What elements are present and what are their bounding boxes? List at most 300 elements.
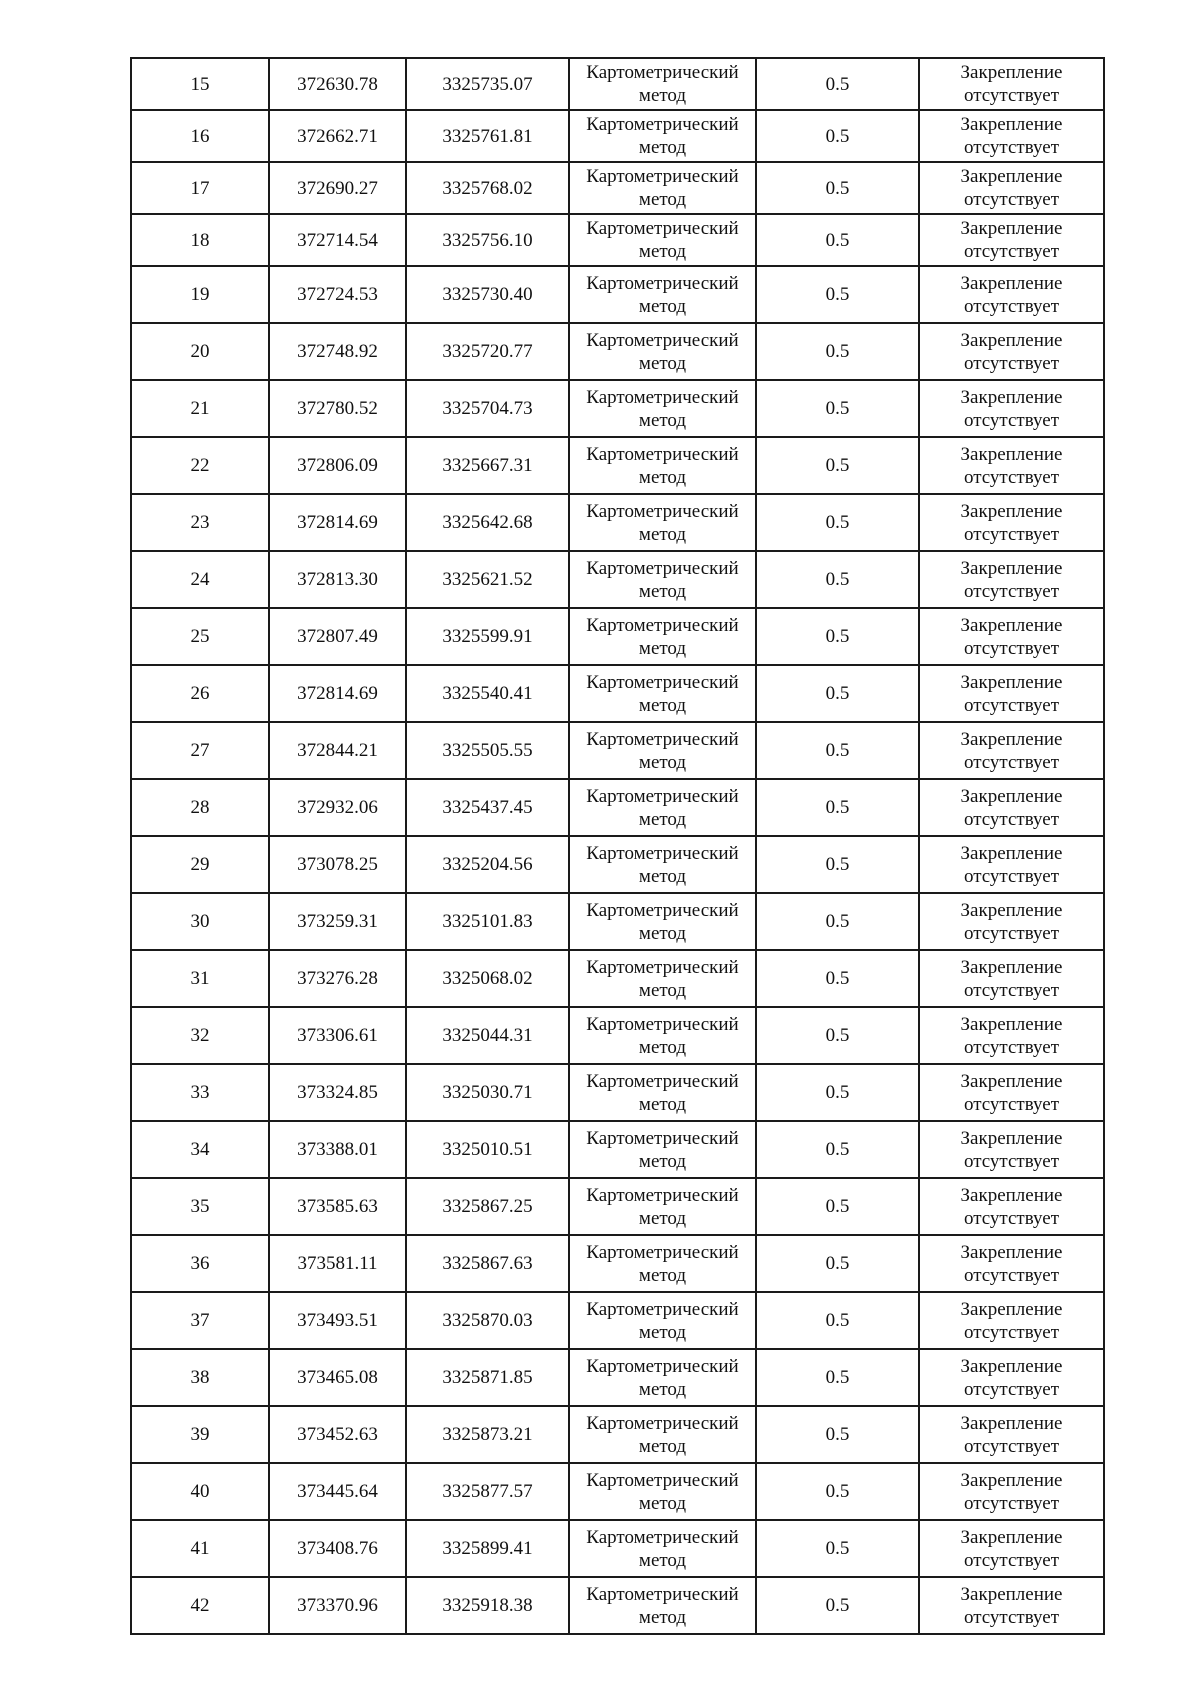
fixing-cell-line: Закрепление [960, 1583, 1063, 1605]
fixing-cell-line: отсутствует [963, 694, 1060, 716]
point-number-cell: 23 [131, 494, 269, 551]
method-cell-line: метод [638, 580, 687, 602]
fixing-cell-line: отсутствует [963, 466, 1060, 488]
accuracy-cell: 0.5 [756, 162, 919, 214]
point-number-cell: 22 [131, 437, 269, 494]
method-cell [569, 1463, 756, 1520]
y-coordinate-cell: 3325642.68 [406, 494, 569, 551]
method-cell-line: метод [638, 85, 687, 106]
x-coordinate-cell: 372662.71 [269, 110, 406, 162]
accuracy-cell: 0.5 [756, 836, 919, 893]
table-row [131, 608, 1104, 665]
method-cell-line: метод [638, 1606, 687, 1628]
method-cell-line: Картометрический [586, 1013, 739, 1035]
table-row [131, 1406, 1104, 1463]
fixing-cell-line: отсутствует [963, 295, 1060, 317]
fixing-cell [919, 950, 1104, 1007]
accuracy-cell: 0.5 [756, 58, 919, 110]
method-cell-line: Картометрический [586, 1184, 739, 1206]
point-number-cell: 30 [131, 893, 269, 950]
method-cell-line: метод [638, 1264, 687, 1286]
y-coordinate-cell: 3325204.56 [406, 836, 569, 893]
method-cell-line: Картометрический [586, 500, 739, 522]
table-row [131, 214, 1104, 266]
fixing-cell-line: отсутствует [963, 1549, 1060, 1571]
method-cell-line: Картометрический [586, 1412, 739, 1434]
point-number-cell: 42 [131, 1577, 269, 1634]
method-cell [569, 779, 756, 836]
fixing-cell-line: отсутствует [963, 1150, 1060, 1172]
method-cell [569, 836, 756, 893]
table-row [131, 437, 1104, 494]
fixing-cell-line: отсутствует [963, 1492, 1060, 1514]
accuracy-cell: 0.5 [756, 1235, 919, 1292]
fixing-cell-line: Закрепление [960, 114, 1063, 135]
method-cell [569, 214, 756, 266]
method-cell [569, 1349, 756, 1406]
table-row [131, 1064, 1104, 1121]
method-cell-line: метод [638, 1150, 687, 1172]
fixing-cell-line: отсутствует [963, 1435, 1060, 1457]
table-row [131, 1292, 1104, 1349]
fixing-cell-line: Закрепление [960, 1526, 1063, 1548]
point-number-cell: 27 [131, 722, 269, 779]
method-cell [569, 1577, 756, 1634]
fixing-cell [919, 779, 1104, 836]
y-coordinate-cell: 3325761.81 [406, 110, 569, 162]
accuracy-cell: 0.5 [756, 722, 919, 779]
fixing-cell-line: отсутствует [963, 979, 1060, 1001]
fixing-cell-line: отсутствует [963, 85, 1060, 106]
fixing-cell-line: Закрепление [960, 500, 1063, 522]
method-cell [569, 494, 756, 551]
y-coordinate-cell: 3325867.25 [406, 1178, 569, 1235]
point-number-cell: 17 [131, 162, 269, 214]
point-number-cell: 33 [131, 1064, 269, 1121]
method-cell-line: метод [638, 352, 687, 374]
table-row [131, 494, 1104, 551]
method-cell-line: метод [638, 637, 687, 659]
y-coordinate-cell: 3325877.57 [406, 1463, 569, 1520]
point-number-cell: 28 [131, 779, 269, 836]
table-row [131, 1463, 1104, 1520]
fixing-cell [919, 1064, 1104, 1121]
fixing-cell-line: отсутствует [963, 241, 1060, 262]
table-row [131, 779, 1104, 836]
method-cell [569, 1007, 756, 1064]
y-coordinate-cell: 3325599.91 [406, 608, 569, 665]
method-cell-line: метод [638, 1492, 687, 1514]
fixing-cell [919, 1292, 1104, 1349]
method-cell-line: Картометрический [586, 728, 739, 750]
method-cell [569, 58, 756, 110]
x-coordinate-cell: 372807.49 [269, 608, 406, 665]
accuracy-cell: 0.5 [756, 1121, 919, 1178]
accuracy-cell: 0.5 [756, 1463, 919, 1520]
accuracy-cell: 0.5 [756, 1349, 919, 1406]
method-cell-line: Картометрический [586, 557, 739, 579]
accuracy-cell: 0.5 [756, 1406, 919, 1463]
accuracy-cell: 0.5 [756, 665, 919, 722]
method-cell-line: Картометрический [586, 899, 739, 921]
table-row [131, 665, 1104, 722]
method-cell-line: Картометрический [586, 166, 739, 187]
fixing-cell [919, 665, 1104, 722]
point-number-cell: 35 [131, 1178, 269, 1235]
y-coordinate-cell: 3325505.55 [406, 722, 569, 779]
method-cell-line: Картометрический [586, 785, 739, 807]
fixing-cell-line: отсутствует [963, 580, 1060, 602]
point-number-cell: 16 [131, 110, 269, 162]
fixing-cell [919, 1520, 1104, 1577]
y-coordinate-cell: 3325010.51 [406, 1121, 569, 1178]
accuracy-cell: 0.5 [756, 494, 919, 551]
y-coordinate-cell: 3325756.10 [406, 214, 569, 266]
x-coordinate-cell: 373581.11 [269, 1235, 406, 1292]
point-number-cell: 20 [131, 323, 269, 380]
fixing-cell [919, 1406, 1104, 1463]
table-body [131, 58, 1104, 1634]
method-cell-line: метод [638, 1435, 687, 1457]
fixing-cell [919, 494, 1104, 551]
y-coordinate-cell: 3325918.38 [406, 1577, 569, 1634]
method-cell-line: метод [638, 1378, 687, 1400]
x-coordinate-cell: 373408.76 [269, 1520, 406, 1577]
fixing-cell-line: отсутствует [963, 1264, 1060, 1286]
fixing-cell [919, 437, 1104, 494]
method-cell-line: метод [638, 865, 687, 887]
table-row [131, 836, 1104, 893]
fixing-cell-line: Закрепление [960, 62, 1063, 83]
fixing-cell-line: отсутствует [963, 808, 1060, 830]
y-coordinate-cell: 3325667.31 [406, 437, 569, 494]
x-coordinate-cell: 373585.63 [269, 1178, 406, 1235]
point-number-cell: 24 [131, 551, 269, 608]
y-coordinate-cell: 3325621.52 [406, 551, 569, 608]
x-coordinate-cell: 372806.09 [269, 437, 406, 494]
accuracy-cell: 0.5 [756, 266, 919, 323]
point-number-cell: 18 [131, 214, 269, 266]
fixing-cell [919, 1121, 1104, 1178]
fixing-cell-line: отсутствует [963, 637, 1060, 659]
accuracy-cell: 0.5 [756, 1178, 919, 1235]
y-coordinate-cell: 3325873.21 [406, 1406, 569, 1463]
method-cell-line: Картометрический [586, 386, 739, 408]
x-coordinate-cell: 373259.31 [269, 893, 406, 950]
table-row [131, 323, 1104, 380]
table-row [131, 266, 1104, 323]
method-cell-line: Картометрический [586, 1526, 739, 1548]
accuracy-cell: 0.5 [756, 214, 919, 266]
table-row [131, 380, 1104, 437]
method-cell [569, 1121, 756, 1178]
y-coordinate-cell: 3325730.40 [406, 266, 569, 323]
table-row [131, 110, 1104, 162]
method-cell-line: Картометрический [586, 114, 739, 135]
x-coordinate-cell: 372814.69 [269, 494, 406, 551]
method-cell-line: метод [638, 1321, 687, 1343]
accuracy-cell: 0.5 [756, 950, 919, 1007]
fixing-cell-line: Закрепление [960, 443, 1063, 465]
point-number-cell: 32 [131, 1007, 269, 1064]
x-coordinate-cell: 373452.63 [269, 1406, 406, 1463]
fixing-cell [919, 551, 1104, 608]
method-cell-line: Картометрический [586, 62, 739, 83]
method-cell [569, 1520, 756, 1577]
coordinates-table [130, 57, 1105, 1635]
point-number-cell: 38 [131, 1349, 269, 1406]
x-coordinate-cell: 372690.27 [269, 162, 406, 214]
y-coordinate-cell: 3325871.85 [406, 1349, 569, 1406]
accuracy-cell: 0.5 [756, 551, 919, 608]
table-row [131, 950, 1104, 1007]
method-cell [569, 950, 756, 1007]
x-coordinate-cell: 373306.61 [269, 1007, 406, 1064]
method-cell [569, 110, 756, 162]
fixing-cell-line: отсутствует [963, 865, 1060, 887]
method-cell-line: Картометрический [586, 1127, 739, 1149]
table-row [131, 162, 1104, 214]
method-cell-line: метод [638, 1093, 687, 1115]
fixing-cell-line: Закрепление [960, 557, 1063, 579]
method-cell-line: Картометрический [586, 671, 739, 693]
fixing-cell-line: Закрепление [960, 329, 1063, 351]
method-cell-line: метод [638, 922, 687, 944]
method-cell [569, 162, 756, 214]
fixing-cell [919, 380, 1104, 437]
method-cell-line: Картометрический [586, 1469, 739, 1491]
table-row [131, 1349, 1104, 1406]
method-cell-line: Картометрический [586, 443, 739, 465]
method-cell-line: метод [638, 189, 687, 210]
fixing-cell-line: Закрепление [960, 785, 1063, 807]
method-cell-line: Картометрический [586, 272, 739, 294]
x-coordinate-cell: 372844.21 [269, 722, 406, 779]
method-cell [569, 722, 756, 779]
fixing-cell-line: Закрепление [960, 1355, 1063, 1377]
accuracy-cell: 0.5 [756, 1064, 919, 1121]
accuracy-cell: 0.5 [756, 608, 919, 665]
fixing-cell [919, 162, 1104, 214]
x-coordinate-cell: 373276.28 [269, 950, 406, 1007]
method-cell [569, 893, 756, 950]
point-number-cell: 19 [131, 266, 269, 323]
table-row [131, 551, 1104, 608]
y-coordinate-cell: 3325044.31 [406, 1007, 569, 1064]
method-cell [569, 1292, 756, 1349]
y-coordinate-cell: 3325068.02 [406, 950, 569, 1007]
method-cell-line: Картометрический [586, 1070, 739, 1092]
fixing-cell [919, 1178, 1104, 1235]
point-number-cell: 29 [131, 836, 269, 893]
x-coordinate-cell: 372814.69 [269, 665, 406, 722]
y-coordinate-cell: 3325437.45 [406, 779, 569, 836]
table-row [131, 58, 1104, 110]
table-row [131, 1577, 1104, 1634]
fixing-cell [919, 1349, 1104, 1406]
fixing-cell-line: Закрепление [960, 272, 1063, 294]
accuracy-cell: 0.5 [756, 110, 919, 162]
point-number-cell: 36 [131, 1235, 269, 1292]
method-cell [569, 1406, 756, 1463]
fixing-cell-line: отсутствует [963, 751, 1060, 773]
fixing-cell-line: Закрепление [960, 1070, 1063, 1092]
y-coordinate-cell: 3325101.83 [406, 893, 569, 950]
fixing-cell-line: отсутствует [963, 922, 1060, 944]
point-number-cell: 21 [131, 380, 269, 437]
y-coordinate-cell: 3325704.73 [406, 380, 569, 437]
method-cell [569, 1064, 756, 1121]
x-coordinate-cell: 373324.85 [269, 1064, 406, 1121]
x-coordinate-cell: 372932.06 [269, 779, 406, 836]
y-coordinate-cell: 3325540.41 [406, 665, 569, 722]
table-row [131, 893, 1104, 950]
table-row [131, 1235, 1104, 1292]
fixing-cell-line: Закрепление [960, 166, 1063, 187]
method-cell-line: Картометрический [586, 329, 739, 351]
fixing-cell-line: отсутствует [963, 137, 1060, 158]
accuracy-cell: 0.5 [756, 1007, 919, 1064]
x-coordinate-cell: 373465.08 [269, 1349, 406, 1406]
fixing-cell-line: отсутствует [963, 409, 1060, 431]
method-cell-line: Картометрический [586, 1583, 739, 1605]
accuracy-cell: 0.5 [756, 380, 919, 437]
fixing-cell [919, 266, 1104, 323]
method-cell-line: Картометрический [586, 1355, 739, 1377]
x-coordinate-cell: 373445.64 [269, 1463, 406, 1520]
method-cell [569, 323, 756, 380]
fixing-cell-line: отсутствует [963, 1207, 1060, 1229]
method-cell-line: метод [638, 751, 687, 773]
point-number-cell: 26 [131, 665, 269, 722]
accuracy-cell: 0.5 [756, 1520, 919, 1577]
fixing-cell-line: отсутствует [963, 1378, 1060, 1400]
method-cell-line: метод [638, 137, 687, 158]
y-coordinate-cell: 3325899.41 [406, 1520, 569, 1577]
y-coordinate-cell: 3325870.03 [406, 1292, 569, 1349]
fixing-cell [919, 1007, 1104, 1064]
method-cell-line: Картометрический [586, 1298, 739, 1320]
table-row [131, 1520, 1104, 1577]
y-coordinate-cell: 3325720.77 [406, 323, 569, 380]
fixing-cell-line: Закрепление [960, 1469, 1063, 1491]
table-row [131, 1007, 1104, 1064]
fixing-cell [919, 110, 1104, 162]
x-coordinate-cell: 373370.96 [269, 1577, 406, 1634]
point-number-cell: 31 [131, 950, 269, 1007]
point-number-cell: 41 [131, 1520, 269, 1577]
fixing-cell [919, 1463, 1104, 1520]
x-coordinate-cell: 373493.51 [269, 1292, 406, 1349]
fixing-cell-line: отсутствует [963, 523, 1060, 545]
method-cell-line: Картометрический [586, 842, 739, 864]
fixing-cell [919, 608, 1104, 665]
accuracy-cell: 0.5 [756, 1577, 919, 1634]
fixing-cell-line: Закрепление [960, 956, 1063, 978]
fixing-cell-line: Закрепление [960, 1298, 1063, 1320]
method-cell-line: метод [638, 1207, 687, 1229]
fixing-cell-line: отсутствует [963, 1321, 1060, 1343]
fixing-cell-line: Закрепление [960, 386, 1063, 408]
method-cell [569, 608, 756, 665]
method-cell [569, 665, 756, 722]
accuracy-cell: 0.5 [756, 323, 919, 380]
fixing-cell-line: отсутствует [963, 189, 1060, 210]
fixing-cell [919, 836, 1104, 893]
x-coordinate-cell: 372780.52 [269, 380, 406, 437]
fixing-cell-line: Закрепление [960, 1241, 1063, 1263]
point-number-cell: 34 [131, 1121, 269, 1178]
fixing-cell-line: Закрепление [960, 842, 1063, 864]
point-number-cell: 39 [131, 1406, 269, 1463]
x-coordinate-cell: 373078.25 [269, 836, 406, 893]
x-coordinate-cell: 372748.92 [269, 323, 406, 380]
point-number-cell: 37 [131, 1292, 269, 1349]
method-cell-line: метод [638, 523, 687, 545]
fixing-cell-line: Закрепление [960, 1013, 1063, 1035]
x-coordinate-cell: 372724.53 [269, 266, 406, 323]
method-cell-line: метод [638, 241, 687, 262]
fixing-cell [919, 323, 1104, 380]
fixing-cell-line: отсутствует [963, 1606, 1060, 1628]
x-coordinate-cell: 373388.01 [269, 1121, 406, 1178]
y-coordinate-cell: 3325735.07 [406, 58, 569, 110]
fixing-cell [919, 893, 1104, 950]
method-cell [569, 380, 756, 437]
accuracy-cell: 0.5 [756, 893, 919, 950]
x-coordinate-cell: 372714.54 [269, 214, 406, 266]
method-cell-line: Картометрический [586, 956, 739, 978]
fixing-cell-line: отсутствует [963, 1093, 1060, 1115]
fixing-cell-line: Закрепление [960, 1127, 1063, 1149]
fixing-cell-line: Закрепление [960, 671, 1063, 693]
fixing-cell-line: Закрепление [960, 614, 1063, 636]
table-row [131, 1121, 1104, 1178]
fixing-cell-line: Закрепление [960, 1412, 1063, 1434]
point-number-cell: 15 [131, 58, 269, 110]
fixing-cell-line: отсутствует [963, 1036, 1060, 1058]
x-coordinate-cell: 372813.30 [269, 551, 406, 608]
method-cell-line: метод [638, 808, 687, 830]
accuracy-cell: 0.5 [756, 779, 919, 836]
fixing-cell-line: Закрепление [960, 899, 1063, 921]
x-coordinate-cell: 372630.78 [269, 58, 406, 110]
fixing-cell [919, 214, 1104, 266]
y-coordinate-cell: 3325768.02 [406, 162, 569, 214]
method-cell-line: метод [638, 1549, 687, 1571]
table-row [131, 1178, 1104, 1235]
method-cell-line: Картометрический [586, 614, 739, 636]
method-cell [569, 551, 756, 608]
method-cell [569, 1235, 756, 1292]
point-number-cell: 40 [131, 1463, 269, 1520]
point-number-cell: 25 [131, 608, 269, 665]
method-cell-line: Картометрический [586, 218, 739, 239]
fixing-cell [919, 722, 1104, 779]
y-coordinate-cell: 3325030.71 [406, 1064, 569, 1121]
method-cell-line: метод [638, 295, 687, 317]
fixing-cell-line: Закрепление [960, 728, 1063, 750]
method-cell-line: метод [638, 466, 687, 488]
method-cell [569, 437, 756, 494]
method-cell [569, 1178, 756, 1235]
fixing-cell [919, 1577, 1104, 1634]
method-cell-line: метод [638, 979, 687, 1001]
fixing-cell-line: Закрепление [960, 1184, 1063, 1206]
table-row [131, 722, 1104, 779]
fixing-cell [919, 1235, 1104, 1292]
method-cell-line: Картометрический [586, 1241, 739, 1263]
